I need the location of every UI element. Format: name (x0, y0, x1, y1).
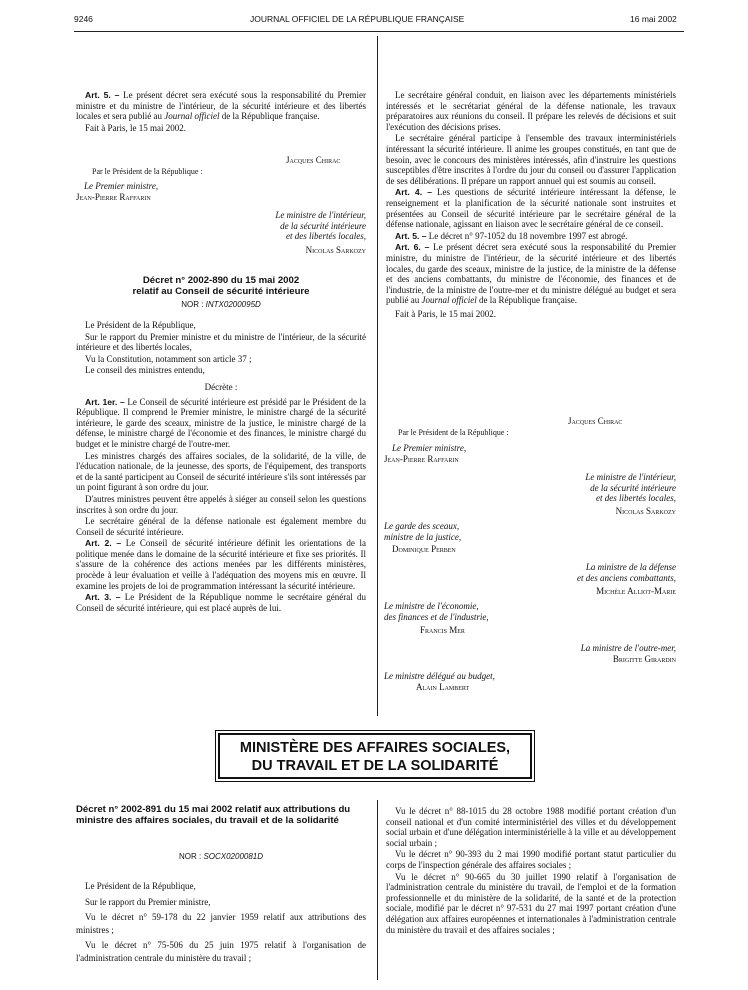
decree-891-body-right: Vu le décret n° 88-1015 du 28 octobre 1988 modifié portant création d'un conseil national et d'un comité interministériel des villes et du développement social urbain et d'une délégation interministérielle à la ville et au développement social urbain ; Vu le décret n° 90-393 du 2 mai 1990 modifié portant statut particulier du corps de l'inspection générale des affaires sociales ; Vu le décret n° 90-665 du 30 juillet 1990 relatif à l'organisation de l'administration centrale du ministère du travail, de l'emploi et de la formation professionnelle et du ministère de la solidarité, de la santé et de la protection sociale, modifié par le décret n° 97-531 du 27 mai 1997 portant création d'une délégation aux affaires européennes et internationales à l'administration centrale du ministère du travail et des affaires sociales ; (386, 806, 676, 935)
article-4: Art. 4. – Les questions de sécurité intérieure intéressant la défense, le renseignement et la planification de la sécurité nationale sont instruites et présentées au Conseil de sécurité intérieure par le secrétaire général de la défense nationale, agissant en liaison avec le secrétaire général de ce conseil. (386, 187, 677, 230)
min-int-title: Le ministre de l'intérieur, de la sécurité intérieure et des libertés locales, (275, 210, 366, 242)
garde-title: Le garde des sceaux, ministre de la justice, (384, 521, 462, 542)
min-int-title-2: Le ministre de l'intérieur, de la sécurité intérieure et des libertés locales, (585, 472, 676, 504)
defense-title: La ministre de la défense et des anciens combattants, (577, 562, 676, 583)
decrete: Décrète : (204, 381, 238, 392)
president-signature-2: Jacques Chirac (568, 416, 623, 426)
column-divider-top (377, 36, 378, 716)
decree-891-nor: NOR : SOCX0200081D (178, 852, 264, 861)
column-divider-bottom (377, 800, 378, 980)
ministry-banner: MINISTÈRE DES AFFAIRES SOCIALES, DU TRAVAIL ET DE LA SOLIDARITÉ (218, 733, 532, 779)
defense-name: Michèle Alliot-Marie (596, 586, 676, 596)
om-title: La ministre de l'outre-mer, (580, 643, 676, 653)
eco-title: Le ministre de l'économie, des finances et de l'industrie, (384, 601, 489, 622)
article-2: Art. 2. – Le Conseil de sécurité intérieure définit les orientations de la politique menée dans le domaine de la sécurité intérieure et fixe ses priorités. Il s'assure de la cohérence des actions menées par les différents ministères, procède à leur évaluation et veille à l'adéquation des moyens mis en œuvre. Il examine les projets de loi de programmation intéressant la sécurité intérieure. (76, 538, 366, 591)
right-column-top: Le secrétaire général conduit, en liaison avec les départements ministériels intéressés et le secrétariat général de la défense nationale, les travaux préparatoires aux réunions du conseil. Il prépare les relevés de décisions et suit l'exécution des décisions prises. Le secrétaire général participe à l'ensemble des travaux interministériels intéressant la sécurité intérieure. Il anime les groupes constitués, en tant que de besoin, avec le concours des ministères intéressés, afin d'instruire les questions susceptibles d'être inscrites à l'ordre du jour du conseil ou d'assurer l'application de ses délibérations. Il prépare un rapport annuel qui est soumis au conseil. Art. 4. – Les questions de sécurité intérieure intéressant la défense, le renseignement et la planification de la sécurité nationale sont instruites et présentées au Conseil de sécurité intérieure par le secrétaire général de la défense nationale, agissant en liaison avec le secrétaire général de ce conseil. Art. 5. – Le décret n° 97-1052 du 18 novembre 1997 est abrogé. Art. 6. – Le présent décret sera exécuté sous la responsabilité du Premier ministre, du ministre de l'intérieur, de la sécurité intérieure et des libertés locales, du garde des sceaux, ministre de la justice, de la ministre de la défense et des anciens combattants, du ministre de l'économie, des finances et de l'industrie, de la ministre de l'outre-mer et du ministre délégué au budget et sera publié au Journal officiel de la République française. Fait à Paris, le 15 mai 2002. (386, 90, 677, 319)
decree-891-body-left: Le Président de la République, Sur le rapport du Premier ministre, Vu le décret n° 59-178 du 22 janvier 1959 relatif aux attributions des ministres ; Vu le décret n° 75-506 du 25 juin 1975 relatif à l'organisation de l'administration centrale du ministère du travail ; (76, 881, 366, 963)
budget-title: Le ministre délégué au budget, (384, 671, 495, 681)
left-column-top (76, 90, 366, 134)
article-6: Art. 6. – Le présent décret sera exécuté sous la responsabilité du Premier ministre, du ministre de l'intérieur, de la sécurité intérieure et des libertés locales, du garde des sceaux, ministre de la justice, de la ministre de la défense et des anciens combattants, du ministre de l'économie, des finances et de l'industrie, de la ministre de l'outre-mer et du ministre délégué au budget et sera publié au Journal officiel de la République française. (386, 242, 676, 306)
article-3: Art. 3. – Le Président de la République nomme le secrétaire général du Conseil de sécurité intérieure, qui est placé auprès de lui. (76, 592, 366, 613)
par-le-president-2: Par le Président de la République : (398, 428, 509, 437)
fait-a-paris: Fait à Paris, le 15 mai 2002. (85, 122, 186, 133)
article-5: Art. 5. – Le décret n° 97-1052 du 18 novembre 1997 est abrogé. (395, 230, 628, 241)
garde-name: Dominique Perben (392, 544, 456, 554)
budget-name: Alain Lambert (416, 682, 470, 692)
page-number: 9246 (74, 14, 93, 24)
header-date: 16 mai 2002 (630, 14, 677, 24)
decree-890-body: Le Président de la République, Sur le rapport du Premier ministre et du ministre de l'intérieur, de la sécurité intérieure et des libertés locales, Vu la Constitution, notamment son article 37 ; Le conseil des ministres entendu, Décrète : Art. 1er. – Le Conseil de sécurité intérieure est présidé par le Président de la République. Il comprend le Premier ministre, le ministre chargé de la sécurité intérieure, le garde des sceaux, ministre de la justice, le ministre chargé de la défense, le ministre chargé de l'économie et des finances, le ministre chargé du budget et le ministre chargé de l'outre-mer. Les ministres chargés des affaires sociales, de la solidarité, de la ville, de l'éducation nationale, de la jeunesse, des sports, de l'équipement, des transports et de la santé participent au Conseil de sécurité intérieure s'ils sont intéressés par un point figurant à son ordre du jour. D'autres ministres peuvent être appelés à siéger au conseil selon les questions inscrites à son ordre du jour. Le secrétaire général de la défense nationale est également membre du Conseil de sécurité intérieure. Art. 2. – Le Conseil de sécurité intérieure définit les orientations de la politique menée dans le domaine de la sécurité intérieure et fixe ses priorités. Il s'assure de la cohérence des actions menées par les différents ministères, procède à leur évaluation et veille à l'adéquation des moyens mis en œuvre. Il examine les projets de loi de programmation intéressant la sécurité intérieure. Art. 3. – Le Président de la République nomme le secrétaire général du Conseil de sécurité intérieure, qui est placé auprès de lui. (76, 320, 367, 613)
min-int-name: Nicolas Sarkozy (305, 245, 366, 255)
min-int-name-2: Nicolas Sarkozy (615, 506, 676, 516)
article-1: Art. 1er. – Le Conseil de sécurité intérieure est présidé par le Président de la République. Il comprend le Premier ministre, le ministre chargé de la sécurité intérieure, le garde des sceaux, ministre de la justice, le ministre chargé de la défense, le ministre chargé de l'économie et des finances, le ministre chargé du budget et le ministre chargé de l'outre-mer. (76, 396, 367, 449)
om-name: Brigitte Girardin (612, 654, 676, 664)
pm-name-2: Jean-Pierre Raffarin (384, 454, 459, 464)
president-signature: Jacques Chirac (286, 155, 341, 165)
par-le-president: Par le Président de la République : (92, 167, 203, 176)
pm-name: Jean-Pierre Raffarin (76, 192, 151, 202)
decree-890-nor: NOR : INTX0200095D (181, 300, 261, 309)
article-5-prev: Art. 5. – Le présent décret sera exécuté sous la responsabilité du Premier ministre et du ministre de l'intérieur, de la sécurité intérieure et des libertés locales et sera publié au Journal officiel de la République française. (76, 90, 366, 122)
pm-title: Le Premier ministre, (84, 181, 159, 191)
pm-title-2: Le Premier ministre, (392, 443, 467, 453)
eco-name: Francis Mer (420, 625, 465, 635)
fait-a-paris-2: Fait à Paris, le 15 mai 2002. (395, 308, 496, 319)
decree-890-title: Décret n° 2002-890 du 15 mai 2002 relatif au Conseil de sécurité intérieure (132, 275, 310, 297)
header-rule (74, 31, 684, 32)
decree-891-title: Décret n° 2002-891 du 15 mai 2002 relatif aux attributions du ministre des affaires sociales, du travail et de la solidarité (76, 804, 351, 826)
journal-title: JOURNAL OFFICIEL DE LA RÉPUBLIQUE FRANÇAISE (250, 14, 465, 24)
